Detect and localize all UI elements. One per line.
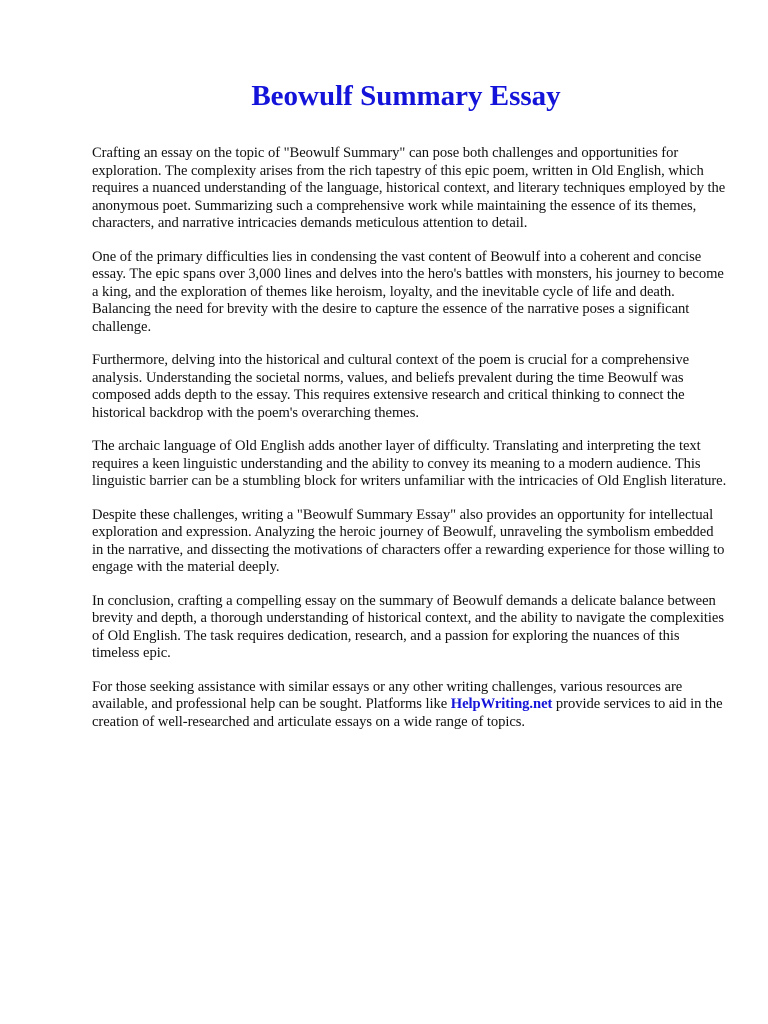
paragraph-difficulties: One of the primary difficulties lies in condensing the vast content of Beowulf into a coherent and concise essay. The epic spans over 3,000 lines and delves into the hero's battles with monsters, his journey to become a king, and the exploration of themes like heroism, loyalty, and the inevitable cycle of life and death. Balancing the need for brevity with the desire to capture the essence of the narrative poses a significant challenge. [92, 248, 724, 335]
assistance-text-after-link: provide services to aid in the creation of well-researched and articulate essays on a wide range of topics. [92, 696, 723, 730]
paragraph-old-english: The archaic language of Old English adds another layer of difficulty. Translating and interpreting the text requires a keen linguistic understanding and the ability to convey its meaning to a modern audience. This linguistic barrier can be a stumbling block for writers unfamiliar with the intricacies of Old English literature. [92, 438, 727, 489]
paragraph-intro: Crafting an essay on the topic of "Beowulf Summary" can pose both challenges and opportunities for exploration. The complexity arises from the rich tapestry of this epic poem, written in Old English, which requires a nuanced understanding of the language, historical context, and literary techniques employed by the anonymous poet. Summarizing such a comprehensive work while maintaining the essence of its themes, characters, and narrative intricacies demands meticulous attention to detail. [92, 145, 726, 231]
paragraph-historical-context: Furthermore, delving into the historical and cultural context of the poem is crucial for a comprehensive analysis. Understanding the societal norms, values, and beliefs prevalent during the time Beowulf was composed adds depth to the essay. This requires extensive research and critical thinking to connect the historical backdrop with the poem's overarching themes. [92, 352, 690, 421]
page-title: Beowulf Summary Essay [251, 80, 561, 112]
essay-body [92, 145, 728, 747]
paragraph-opportunity: Despite these challenges, writing a "Beowulf Summary Essay" also provides an opportunity for intellectual exploration and expression. Analyzing the heroic journey of Beowulf, unraveling the symbolism embedded in the narrative, and dissecting the motivations of characters offer a rewarding experience for those willing to engage with the material deeply. [92, 506, 725, 575]
helpwriting-link[interactable]: HelpWriting.net [450, 696, 553, 712]
assistance-text-before-link: For those seeking assistance with similar essays or any other writing challenges, various resources are available, and professional help can be sought. Platforms like [92, 678, 683, 712]
paragraph-assistance [92, 679, 728, 732]
paragraph-conclusion: In conclusion, crafting a compelling essay on the summary of Beowulf demands a delicate balance between brevity and depth, a thorough understanding of historical context, and the ability to navigate the complexities of Old English. The task requires dedication, research, and a passion for exploring the nuances of this timeless epic. [92, 592, 724, 661]
